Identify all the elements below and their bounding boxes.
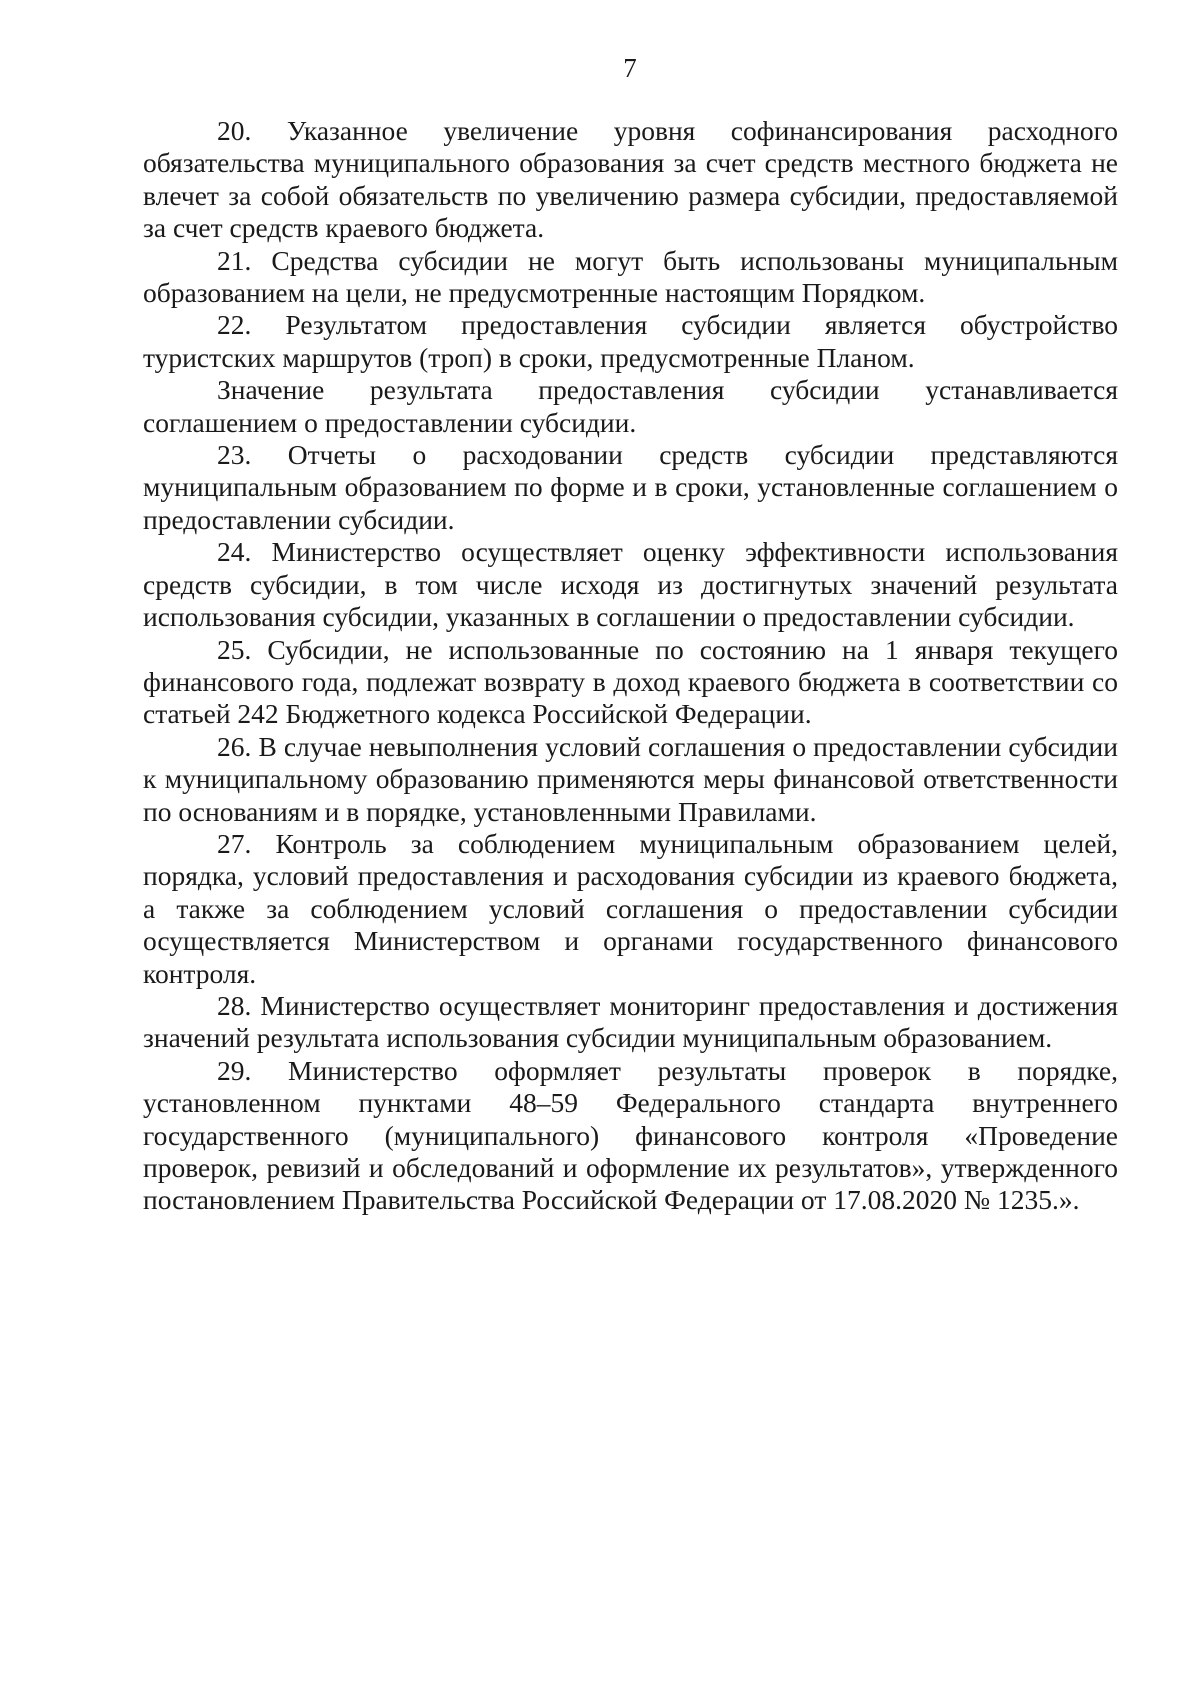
paragraph-20: 20. Указанное увеличение уровня софинансирования расходного обязательства муниципального образования за счет средств местного бюджета не влечет за собой обязательств по увеличению размера субсидии, предоставляемой за счет средств краевого бюджета. bbox=[143, 115, 1118, 244]
paragraph-24: 24. Министерство осуществляет оценку эффективности использования средств субсидии, в том числе исходя из достигнутых значений результата использования субсидии, указанных в соглашении о предоставлении субсидии. bbox=[143, 536, 1118, 633]
paragraph-23: 23. Отчеты о расходовании средств субсидии представляются муниципальным образованием по форме и в сроки, установленные соглашением о предоставлении субсидии. bbox=[143, 439, 1118, 535]
paragraph-25: 25. Субсидии, не использованные по состоянию на 1 января текущего финансового года, подлежат возврату в доход краевого бюджета в соответствии со статьей 242 Бюджетного кодекса Российской Федерации. bbox=[143, 633, 1118, 730]
page-number: 7 bbox=[623, 53, 637, 83]
document-body bbox=[143, 115, 1118, 1217]
paragraph-28: 28. Министерство осуществляет мониторинг предоставления и достижения значений результата использования субсидии муниципальным образованием. bbox=[143, 989, 1118, 1054]
paragraph-27: 27. Контроль за соблюдением муниципальным образованием целей, порядка, условий предоставления и расходования субсидии из краевого бюджета, а также за соблюдением условий соглашения о предоставлении субсидии осуществляется Министерством и органами государственного финансового контроля. bbox=[143, 827, 1118, 989]
paragraph-26: 26. В случае невыполнения условий соглашения о предоставлении субсидии к муниципальному образованию применяются меры финансовой ответственности по основаниям и в порядке, установленными Правилами. bbox=[143, 730, 1118, 827]
paragraph-29: 29. Министерство оформляет результаты проверок в порядке, установленном пунктами 48–59 Федерального стандарта внутреннего государственного (муниципального) финансового контроля «Проведение проверок, ревизий и обследований и оформление их результатов», утвержденного постановлением Правительства Российской Федерации от 17.08.2020 № 1235.». bbox=[143, 1054, 1118, 1216]
paragraph-22-result-value: Значение результата предоставления субсидии устанавливается соглашением о предоставлении субсидии. bbox=[143, 374, 1118, 438]
paragraph-22: 22. Результатом предоставления субсидии является обустройство туристских маршрутов (троп) в сроки, предусмотренные Планом. bbox=[143, 309, 1118, 373]
paragraph-21: 21. Средства субсидии не могут быть использованы муниципальным образованием на цели, не предусмотренные настоящим Порядком. bbox=[143, 244, 1118, 309]
